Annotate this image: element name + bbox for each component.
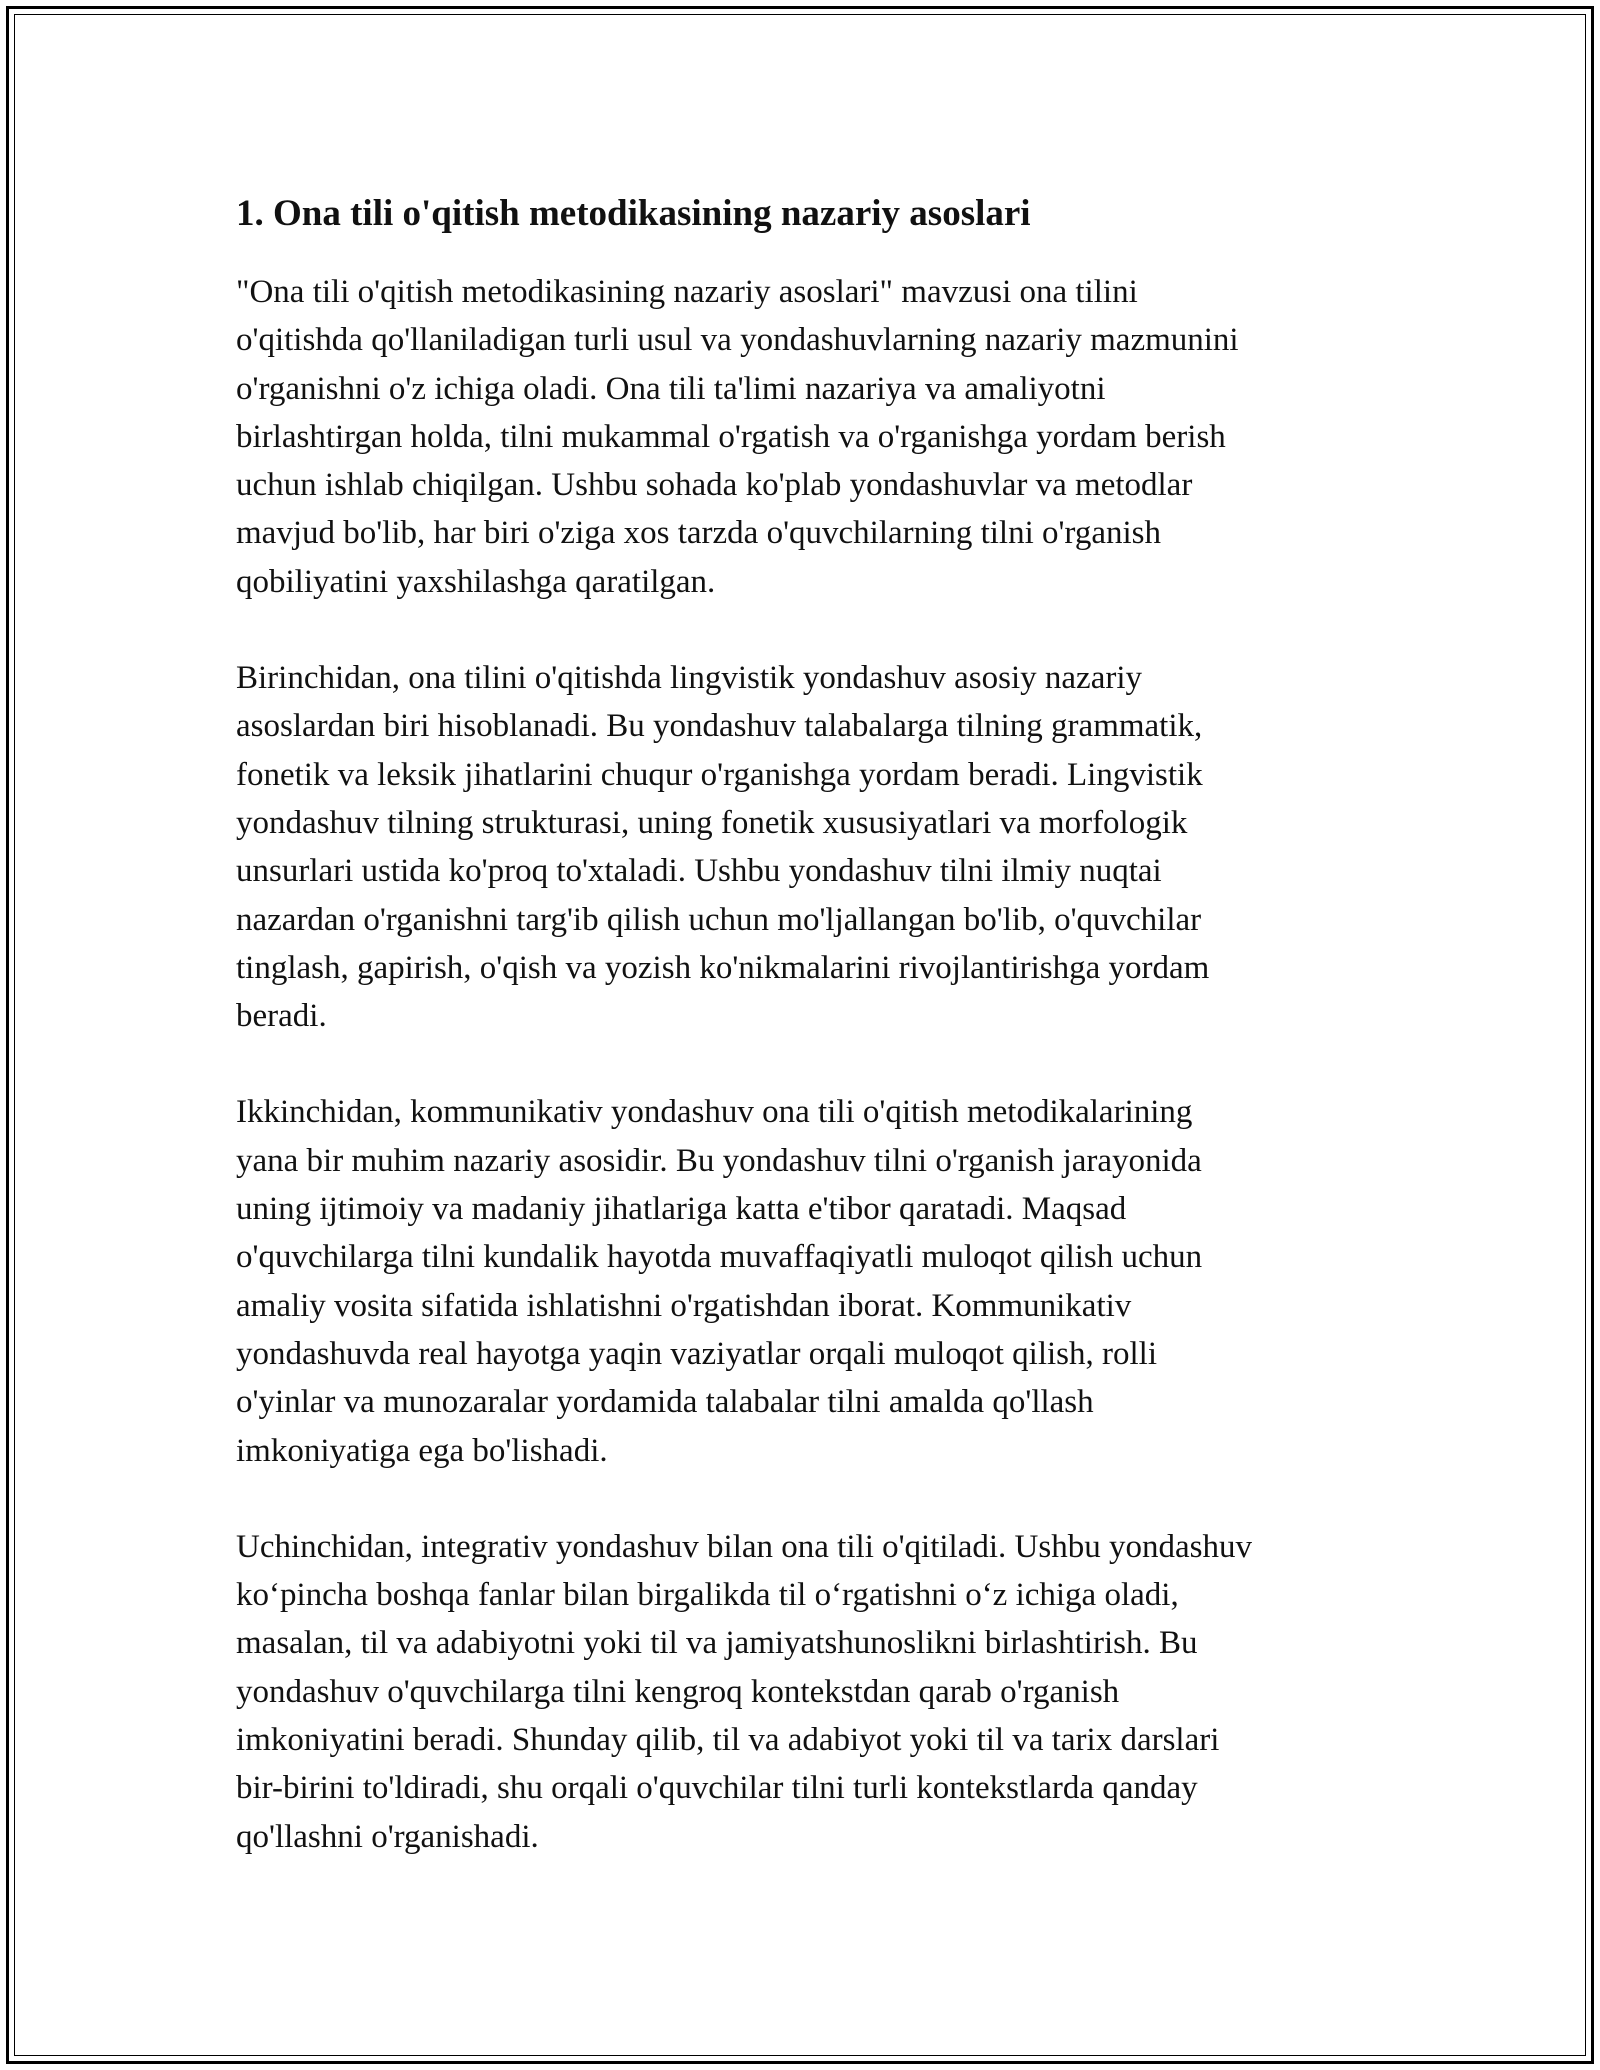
paragraph-line: o'qitishda qo'llaniladigan turli usul va yondashuvlarning nazariy mazmunini: [236, 322, 1239, 359]
paragraph-line: qobiliyatini yaxshilashga qaratilgan.: [236, 563, 716, 600]
paragraph-line: imkoniyatini beradi. Shunday qilib, til va adabiyot yoki til va tarix darslari: [236, 1722, 1220, 1759]
paragraph-line: o'rganishni o'z ichiga oladi. Ona tili ta'limi nazariya va amaliyotni: [236, 370, 1106, 407]
paragraph-3: [236, 1088, 1386, 1474]
paragraph-line: uning ijtimoiy va madaniy jihatlariga katta e'tibor qaratadi. Maqsad: [236, 1191, 1127, 1228]
paragraph-line: nazardan o'rganishni targ'ib qilish uchun mo'ljallangan bo'lib, o'quvchilar: [236, 901, 1202, 938]
paragraph-line: yondashuv tilning strukturasi, uning fonetik xususiyatlari va morfologik: [236, 804, 1188, 841]
document-body: [236, 184, 1386, 1909]
paragraph-line: beradi.: [236, 998, 327, 1035]
paragraph-line: imkoniyatiga ega bo'lishadi.: [236, 1432, 608, 1469]
paragraph-line: yondashuvda real hayotga yaqin vaziyatlar orqali muloqot qilish, rolli: [236, 1335, 1158, 1372]
paragraph-2: [236, 654, 1386, 1040]
paragraph-4: [236, 1523, 1386, 1861]
paragraph-line: Uchinchidan, integrativ yondashuv bilan ona tili o'qitiladi. Ushbu yondashuv: [236, 1528, 1252, 1565]
paragraph-line: yondashuv o'quvchilarga tilni kengroq kontekstdan qarab o'rganish: [236, 1673, 1120, 1710]
paragraph-line: "Ona tili o'qitish metodikasining nazariy asoslari" mavzusi ona tilini: [236, 274, 1138, 310]
paragraph-line: o'quvchilarga tilni kundalik hayotda muvaffaqiyatli muloqot qilish uchun: [236, 1239, 1203, 1276]
paragraphs-container: [236, 268, 1386, 1861]
paragraph-line: masalan, til va adabiyotni yoki til va jamiyatshunoslikni birlashtirish. Bu: [236, 1625, 1198, 1662]
paragraph-line: uchun ishlab chiqilgan. Ushbu sohada ko'plab yondashuvlar va metodlar: [236, 467, 1193, 504]
paragraph-line: amaliy vosita sifatida ishlatishni o'rgatishdan iborat. Kommunikativ: [236, 1287, 1132, 1324]
paragraph-line: ko‘pincha boshqa fanlar bilan birgalikda til o‘rgatishni o‘z ichiga oladi,: [236, 1577, 1179, 1614]
paragraph-line: birlashtirgan holda, tilni mukammal o'rgatish va o'rganishga yordam berish: [236, 418, 1226, 455]
paragraph-line: o'yinlar va munozaralar yordamida talabalar tilni amalda qo'llash: [236, 1384, 1094, 1421]
paragraph-line: Birinchidan, ona tilini o'qitishda lingvistik yondashuv asosiy nazariy: [236, 660, 1143, 697]
paragraph-line: fonetik va leksik jihatlarini chuqur o'rganishga yordam beradi. Lingvistik: [236, 756, 1203, 793]
paragraph-1: [236, 268, 1386, 606]
paragraph-line: tinglash, gapirish, o'qish va yozish ko'nikmalarini rivojlantirishga yordam: [236, 949, 1210, 986]
paragraph-line: Ikkinchidan, kommunikativ yondashuv ona tili o'qitish metodikalarining: [236, 1094, 1193, 1131]
paragraph-line: qo'llashni o'rganishadi.: [236, 1818, 539, 1855]
paragraph-line: yana bir muhim nazariy asosidir. Bu yondashuv tilni o'rganish jarayonida: [236, 1142, 1202, 1179]
paragraph-line: mavjud bo'lib, har biri o'ziga xos tarzda o'quvchilarning tilni o'rganish: [236, 515, 1161, 552]
section-heading: 1. Ona tili o'qitish metodikasining nazariy asoslari: [236, 193, 1031, 234]
paragraph-line: bir-birini to'ldiradi, shu orqali o'quvchilar tilni turli kontekstlarda qanday: [236, 1770, 1198, 1807]
paragraph-line: asoslardan biri hisoblanadi. Bu yondashuv talabalarga tilning grammatik,: [236, 708, 1203, 745]
paragraph-line: unsurlari ustida ko'proq to'xtaladi. Ushbu yondashuv tilni ilmiy nuqtai: [236, 853, 1162, 890]
